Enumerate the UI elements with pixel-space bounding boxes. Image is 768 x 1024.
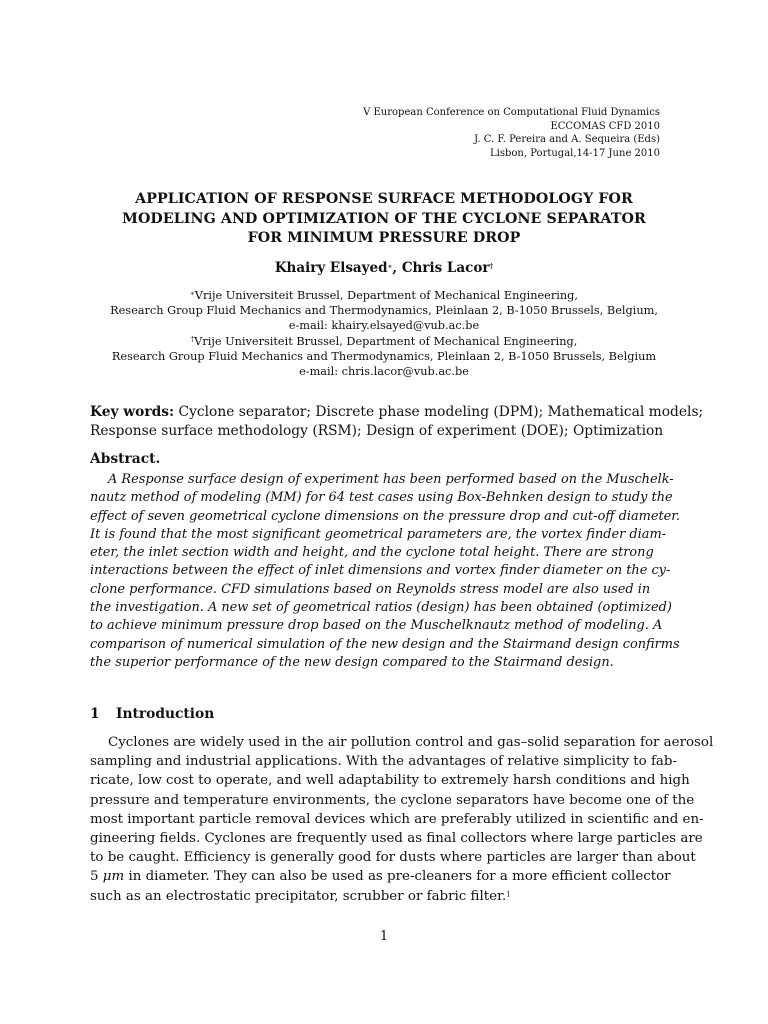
body-line: most important particle removal devices which are preferably utilized in scientific and en- bbox=[90, 811, 704, 827]
author-list bbox=[90, 260, 678, 276]
body-line: gineering fields. Cyclones are frequently used as final collectors where large particles are bbox=[90, 831, 703, 847]
keywords-label: Key words: bbox=[90, 404, 175, 420]
affiliation-line: Research Group Fluid Mechanics and Thermodynamics, Pleinlaan 2, B-1050 Brussels, Belgium bbox=[111, 349, 657, 363]
abstract-body bbox=[90, 471, 681, 672]
abstract-line: comparison of numerical simulation of the new design and the Stairmand design confirms bbox=[90, 636, 680, 652]
author-name: Chris Lacor bbox=[401, 260, 490, 276]
body-line: 5 μm in diameter. They can also be used as pre-cleaners for a more efficient collector bbox=[90, 869, 671, 885]
affiliation-mark: ∗ bbox=[190, 289, 195, 298]
abstract-line: clone performance. CFD simulations based on Reynolds stress model are also used in bbox=[90, 581, 651, 597]
title-line: FOR MINIMUM PRESSURE DROP bbox=[247, 230, 521, 246]
abstract-line: It is found that the most significant geometrical parameters are, the vortex finder diam- bbox=[90, 526, 667, 542]
conference-line: J. C. F. Pereira and A. Sequeira (Eds) bbox=[474, 134, 660, 145]
email-line: e-mail: khairy.elsayed@vub.ac.be bbox=[288, 319, 480, 333]
abstract-line: effect of seven geometrical cyclone dimensions on the pressure drop and cut-off diameter. bbox=[90, 508, 681, 524]
micrometer-unit: μm bbox=[102, 869, 125, 885]
footnote-mark: 1 bbox=[506, 890, 511, 899]
abstract-line: eter, the inlet section width and height, and the cyclone total height. There are strong bbox=[90, 545, 654, 561]
section-heading bbox=[90, 706, 214, 722]
title-line: APPLICATION OF RESPONSE SURFACE METHODOLOGY FOR bbox=[135, 191, 633, 207]
body-line: sampling and industrial applications. With the advantages of relative simplicity to fab- bbox=[90, 754, 678, 770]
conference-line: Lisbon, Portugal,14-17 June 2010 bbox=[490, 147, 660, 159]
body-line: to be caught. Efficiency is generally good for dusts where particles are larger than about bbox=[90, 850, 696, 866]
section-number: 1 bbox=[90, 706, 100, 722]
keywords-line: Key words: Cyclone separator; Discrete phase modeling (DPM); Mathematical models; bbox=[90, 404, 704, 420]
section-title: Introduction bbox=[116, 706, 215, 722]
affiliation-line: Research Group Fluid Mechanics and Thermodynamics, Pleinlaan 2, B-1050 Brussels, Belgium, bbox=[110, 304, 658, 318]
conference-line: V European Conference on Computational Fluid Dynamics bbox=[363, 107, 660, 118]
page-number: 1 bbox=[379, 929, 389, 944]
keywords-block bbox=[90, 403, 704, 441]
abstract-heading: Abstract. bbox=[90, 451, 161, 467]
affiliations bbox=[60, 288, 708, 379]
conference-line: ECCOMAS CFD 2010 bbox=[550, 120, 660, 132]
abstract-line: the superior performance of the new design compared to the Stairmand design. bbox=[90, 654, 614, 670]
body-line: Cyclones are widely used in the air pollution control and gas–solid separation for aerosol bbox=[108, 735, 714, 750]
keywords-line: Response surface methodology (RSM); Design of experiment (DOE); Optimization bbox=[90, 423, 664, 439]
email-line: e-mail: chris.lacor@vub.ac.be bbox=[299, 365, 469, 379]
abstract-line: nautz method of modeling (MM) for 64 test cases using Box-Behnken design to study the bbox=[90, 490, 673, 506]
author-name: Khairy Elsayed bbox=[274, 260, 388, 276]
affiliation-mark: † bbox=[190, 335, 195, 344]
body-line: such as an electrostatic precipitator, scrubber or fabric filter.$^1$ bbox=[90, 888, 511, 904]
affiliation-mark: † bbox=[489, 261, 494, 271]
body-line: pressure and temperature environments, the cyclone separators have become one of the bbox=[90, 792, 695, 808]
affiliation-line: ∗Vrije Universiteit Brussel, Department of Mechanical Engineering, bbox=[190, 289, 578, 302]
author-separator: , bbox=[392, 260, 402, 276]
abstract-line: the investigation. A new set of geometrical ratios (design) has been obtained (optimized) bbox=[90, 600, 672, 616]
affiliation-mark: ∗ bbox=[387, 261, 393, 271]
paper-title bbox=[90, 190, 678, 249]
body-line: ricate, low cost to operate, and well adaptability to extremely harsh conditions and high bbox=[90, 773, 690, 789]
affiliation-line: †Vrije Universiteit Brussel, Department of Mechanical Engineering, bbox=[190, 334, 578, 348]
introduction-body bbox=[90, 733, 714, 906]
abstract-line: A Response surface design of experiment has been performed based on the Muschelk- bbox=[108, 472, 674, 487]
abstract-line: to achieve minimum pressure drop based on the Muschelknautz method of modeling. A bbox=[90, 618, 663, 634]
abstract-line: interactions between the effect of inlet dimensions and vortex finder diameter on the cy- bbox=[90, 563, 671, 579]
conference-header bbox=[363, 106, 660, 160]
title-line: MODELING AND OPTIMIZATION OF THE CYCLONE SEPARATOR bbox=[122, 210, 646, 227]
